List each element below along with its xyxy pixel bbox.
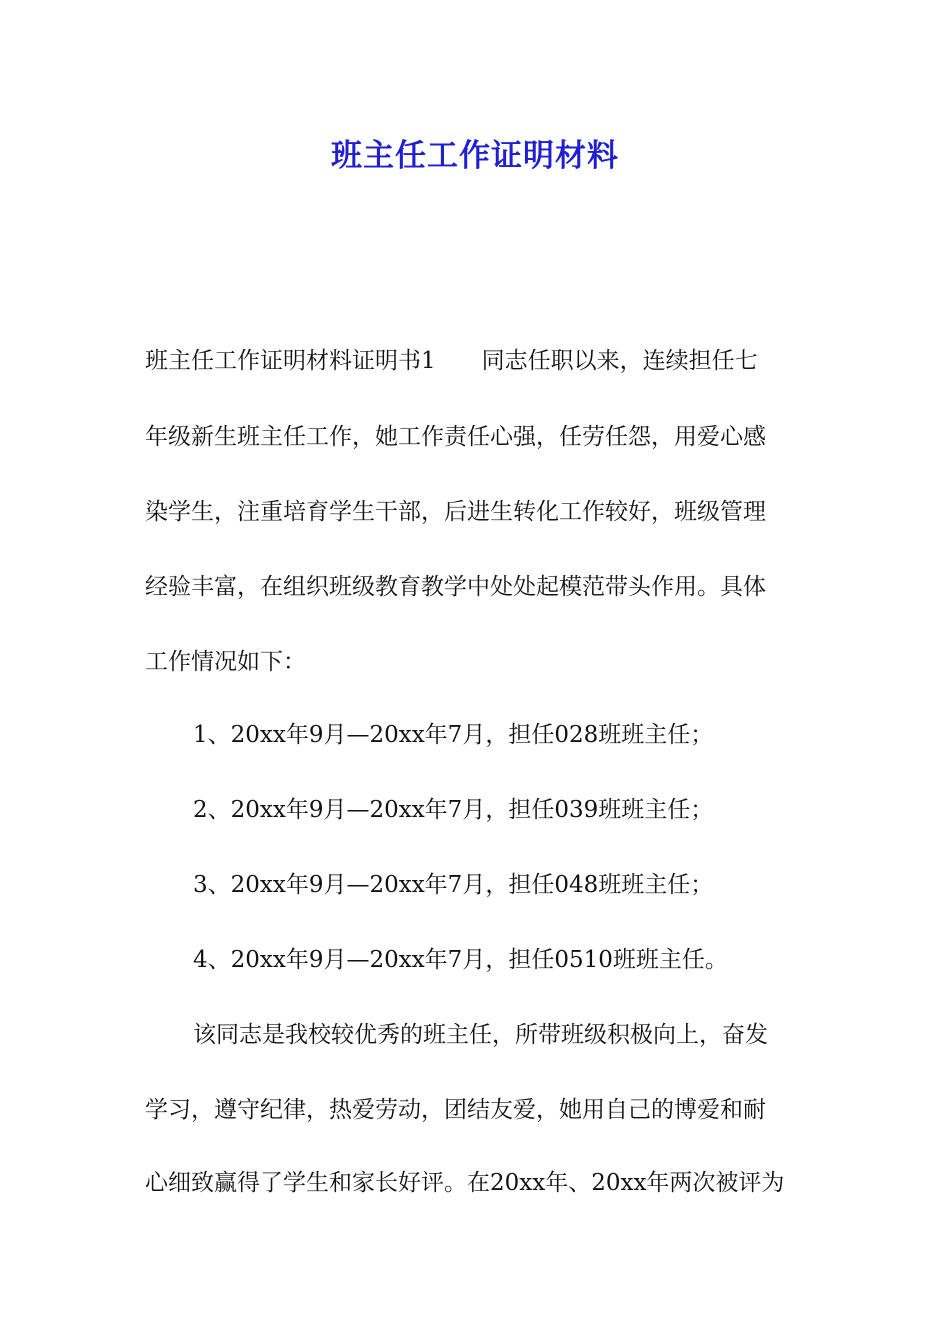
list-item-1: 1、20xx年9月—20xx年7月，担任028班班主任；: [193, 722, 714, 748]
list-item-2: 2、20xx年9月—20xx年7月，担任039班班主任；: [193, 797, 714, 823]
list-item-4: 4、20xx年9月—20xx年7月，担任0510班班主任。: [193, 947, 728, 973]
paragraph-line-3: 染学生，注重培育学生干部，后进生转化工作较好，班级管理: [145, 499, 766, 525]
document-title: 班主任工作证明材料: [331, 138, 619, 174]
paragraph-line-4: 经验丰富，在组织班级教育教学中处处起模范带头作用。具体: [145, 574, 766, 600]
paragraph-line-7: 学习，遵守纪律，热爱劳动，团结友爱，她用自己的博爱和耐: [145, 1097, 766, 1123]
paragraph-line-2: 年级新生班主任工作，她工作责任心强，任劳任怨，用爱心感: [145, 424, 766, 450]
paragraph-line-1: 班主任工作证明材料证明书1 同志任职以来，连续担任七: [145, 348, 758, 374]
list-item-3: 3、20xx年9月—20xx年7月，担任048班班主任；: [193, 872, 714, 898]
paragraph-line-5: 工作情况如下：: [145, 649, 306, 675]
paragraph-line-6: 该同志是我校较优秀的班主任，所带班级积极向上，奋发: [193, 1022, 768, 1048]
paragraph-line-8: 心细致赢得了学生和家长好评。在20xx年、20xx年两次被评为: [145, 1170, 785, 1196]
